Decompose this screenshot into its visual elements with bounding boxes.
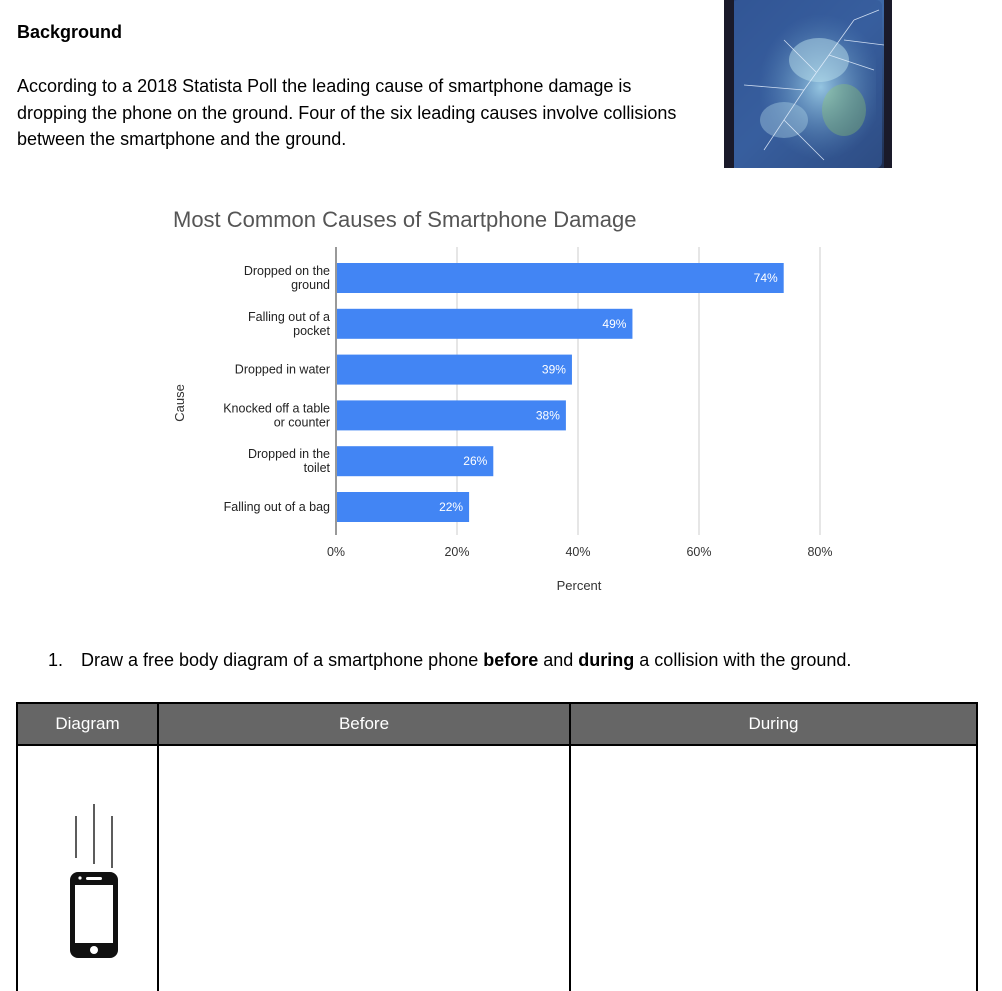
category-label-4-0: Dropped in the [247,447,330,462]
category-labels [223,264,330,514]
data-label-5: 22% [439,500,464,514]
before-cell[interactable] [158,745,570,991]
x-tick-labels [327,545,833,559]
category-label-0-1: ground [291,278,330,292]
chart-bars [337,263,784,522]
question-text-1: Draw a free body diagram of a smartphone phone [81,650,484,670]
x-tick-label-60: 60% [686,545,712,559]
during-cell[interactable] [570,745,977,991]
falling-phone-icon [18,746,157,986]
section-heading: Background [17,22,123,42]
question-1 [48,650,851,671]
free-body-diagram-table [16,702,978,991]
header-diagram: Diagram [17,703,158,745]
x-tick-label-80: 80% [807,545,833,559]
bar-3 [337,400,566,430]
data-label-4: 26% [463,454,488,469]
damage-causes-chart [160,195,840,605]
category-label-3-1: or counter [273,415,330,430]
data-label-1: 49% [602,316,627,331]
data-label-3: 38% [535,408,560,423]
question-bold-during: during [578,650,635,670]
chart-title: Most Common Causes of Smartphone Damage [173,207,637,232]
background-paragraph: According to a 2018 Statista Poll the leading cause of smartphone damage is dropping the phone on the ground. Four of the six leading causes involve collisions between the smartphone and the ground. [17,76,677,149]
bar-2 [337,355,572,385]
cracked-phone-photo [724,0,892,168]
header-during: During [570,703,977,745]
x-tick-label-40: 40% [565,545,591,559]
question-text-2: and [538,650,579,670]
bar-0 [337,263,784,293]
data-label-2: 39% [541,362,566,377]
category-label-2-0: Dropped in water [234,362,330,377]
category-label-3-0: Knocked off a table [223,401,330,416]
x-axis-label: Percent [556,578,602,593]
question-text-3: a collision with the ground. [634,650,852,670]
category-label-0-0: Dropped on the [243,264,330,278]
y-axis-label: Cause [172,384,187,422]
diagram-cell [17,745,158,991]
bar-1 [337,309,632,339]
x-tick-label-0: 0% [326,545,346,559]
x-tick-label-20: 20% [444,545,470,559]
cracked-screen-icon [724,0,892,168]
category-label-4-1: toilet [303,461,330,476]
category-label-1-1: pocket [293,323,330,338]
data-label-0: 74% [753,271,778,285]
question-bold-before: before [483,650,539,670]
question-number: 1. [48,650,64,670]
category-label-1-0: Falling out of a [248,309,330,324]
category-label-5-0: Falling out of a bag [223,500,330,514]
header-before: Before [158,703,570,745]
